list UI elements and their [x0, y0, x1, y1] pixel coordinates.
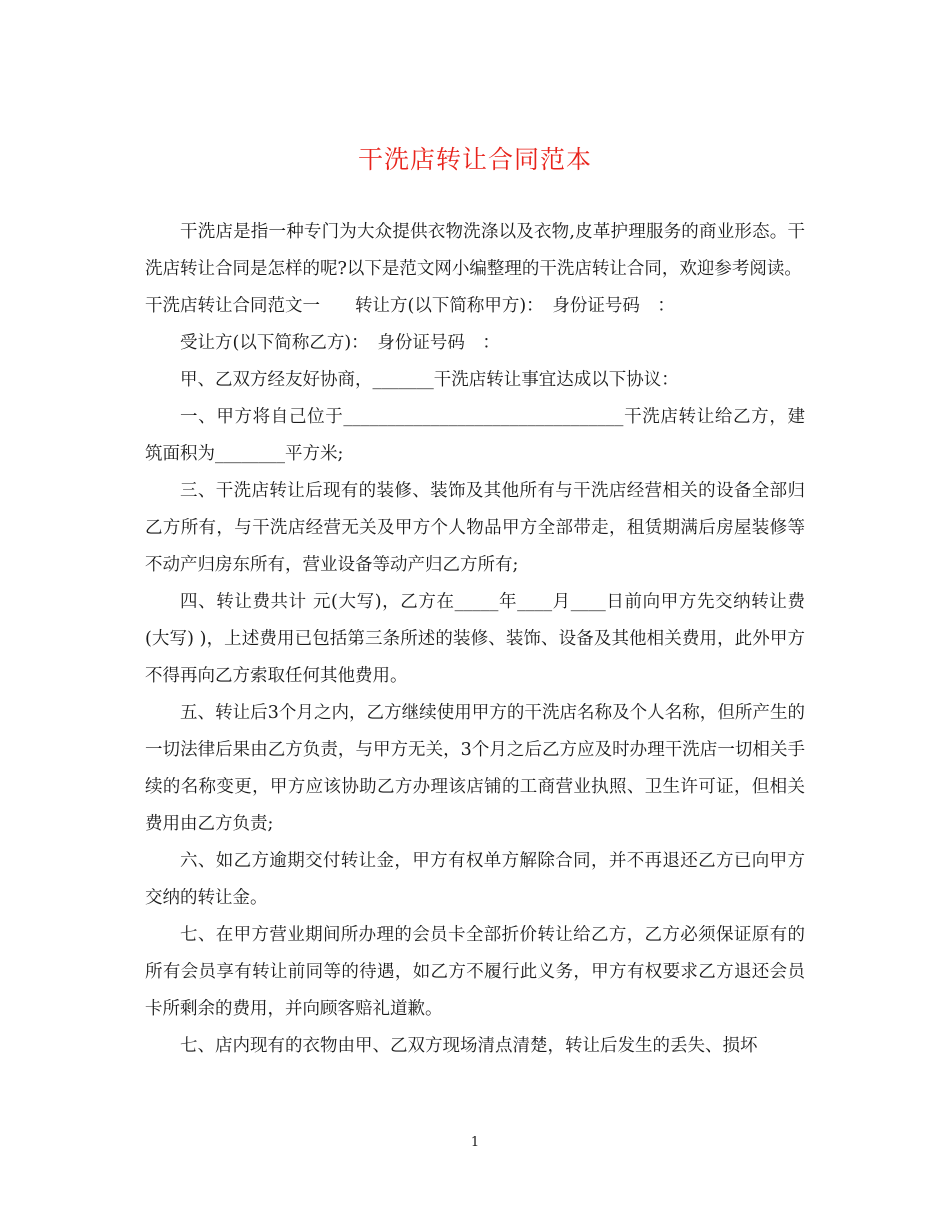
clause-three: 三、干洗店转让后现有的装修、装饰及其他所有与干洗店经营相关的设备全部归乙方所有，与干洗店经营无关及甲方个人物品甲方全部带走，租赁期满后房屋装修等不动产归房东所有，营业设备等动产归乙方所有; [145, 481, 805, 575]
transferee-line: 受让方(以下简称乙方)： 身份证号码 ： [180, 333, 500, 353]
contract-heading-line: 干洗店转让合同范文一 转让方(以下简称甲方)： 身份证号码 ： [145, 296, 675, 316]
intro-paragraph: 干洗店是指一种专门为大众提供衣物洗涤以及衣物,皮革护理服务的商业形态。干洗店转让合同是怎样的呢?以下是范文网小编整理的干洗店转让合同，欢迎参考阅读。 [145, 222, 805, 279]
clause-five: 五、转让后3个月之内，乙方继续使用甲方的干洗店名称及个人名称，但所产生的一切法律后果由乙方负责，与甲方无关，3个月之后乙方应及时办理干洗店一切相关手续的名称变更，甲方应该协助乙方办理该店铺的工商营业执照、卫生许可证，但相关费用由乙方负责; [145, 703, 805, 834]
document-body [145, 214, 805, 1065]
agreement-preamble: 甲、乙双方经友好协商，_______干洗店转让事宜达成以下协议： [180, 370, 679, 390]
page-number: 1 [470, 1135, 480, 1150]
clause-one: 一、甲方将自己位于________________________________干洗店转让给乙方，建筑面积为________平方米; [145, 407, 805, 464]
document-title: 干洗店转让合同范本 [357, 145, 592, 174]
clause-seven-clothing: 七、店内现有的衣物由甲、乙双方现场清点清楚，转让后发生的丢失、损坏 [180, 1036, 758, 1056]
clause-seven-membership: 七、在甲方营业期间所办理的会员卡全部折价转让给乙方，乙方必须保证原有的所有会员享有转让前同等的待遇，如乙方不履行此义务，甲方有权要求乙方退还会员卡所剩余的费用，并向顾客赔礼道歉。 [145, 925, 805, 1019]
clause-six: 六、如乙方逾期交付转让金，甲方有权单方解除合同，并不再退还乙方已向甲方交纳的转让金。 [145, 851, 805, 908]
clause-four: 四、转让费共计 元(大写)，乙方在_____年____月____日前向甲方先交纳转让费 (大写) )，上述费用已包括第三条所述的装修、装饰、设备及其他相关费用，此外甲方不得再向乙方索取任何其他费用。 [145, 592, 805, 686]
